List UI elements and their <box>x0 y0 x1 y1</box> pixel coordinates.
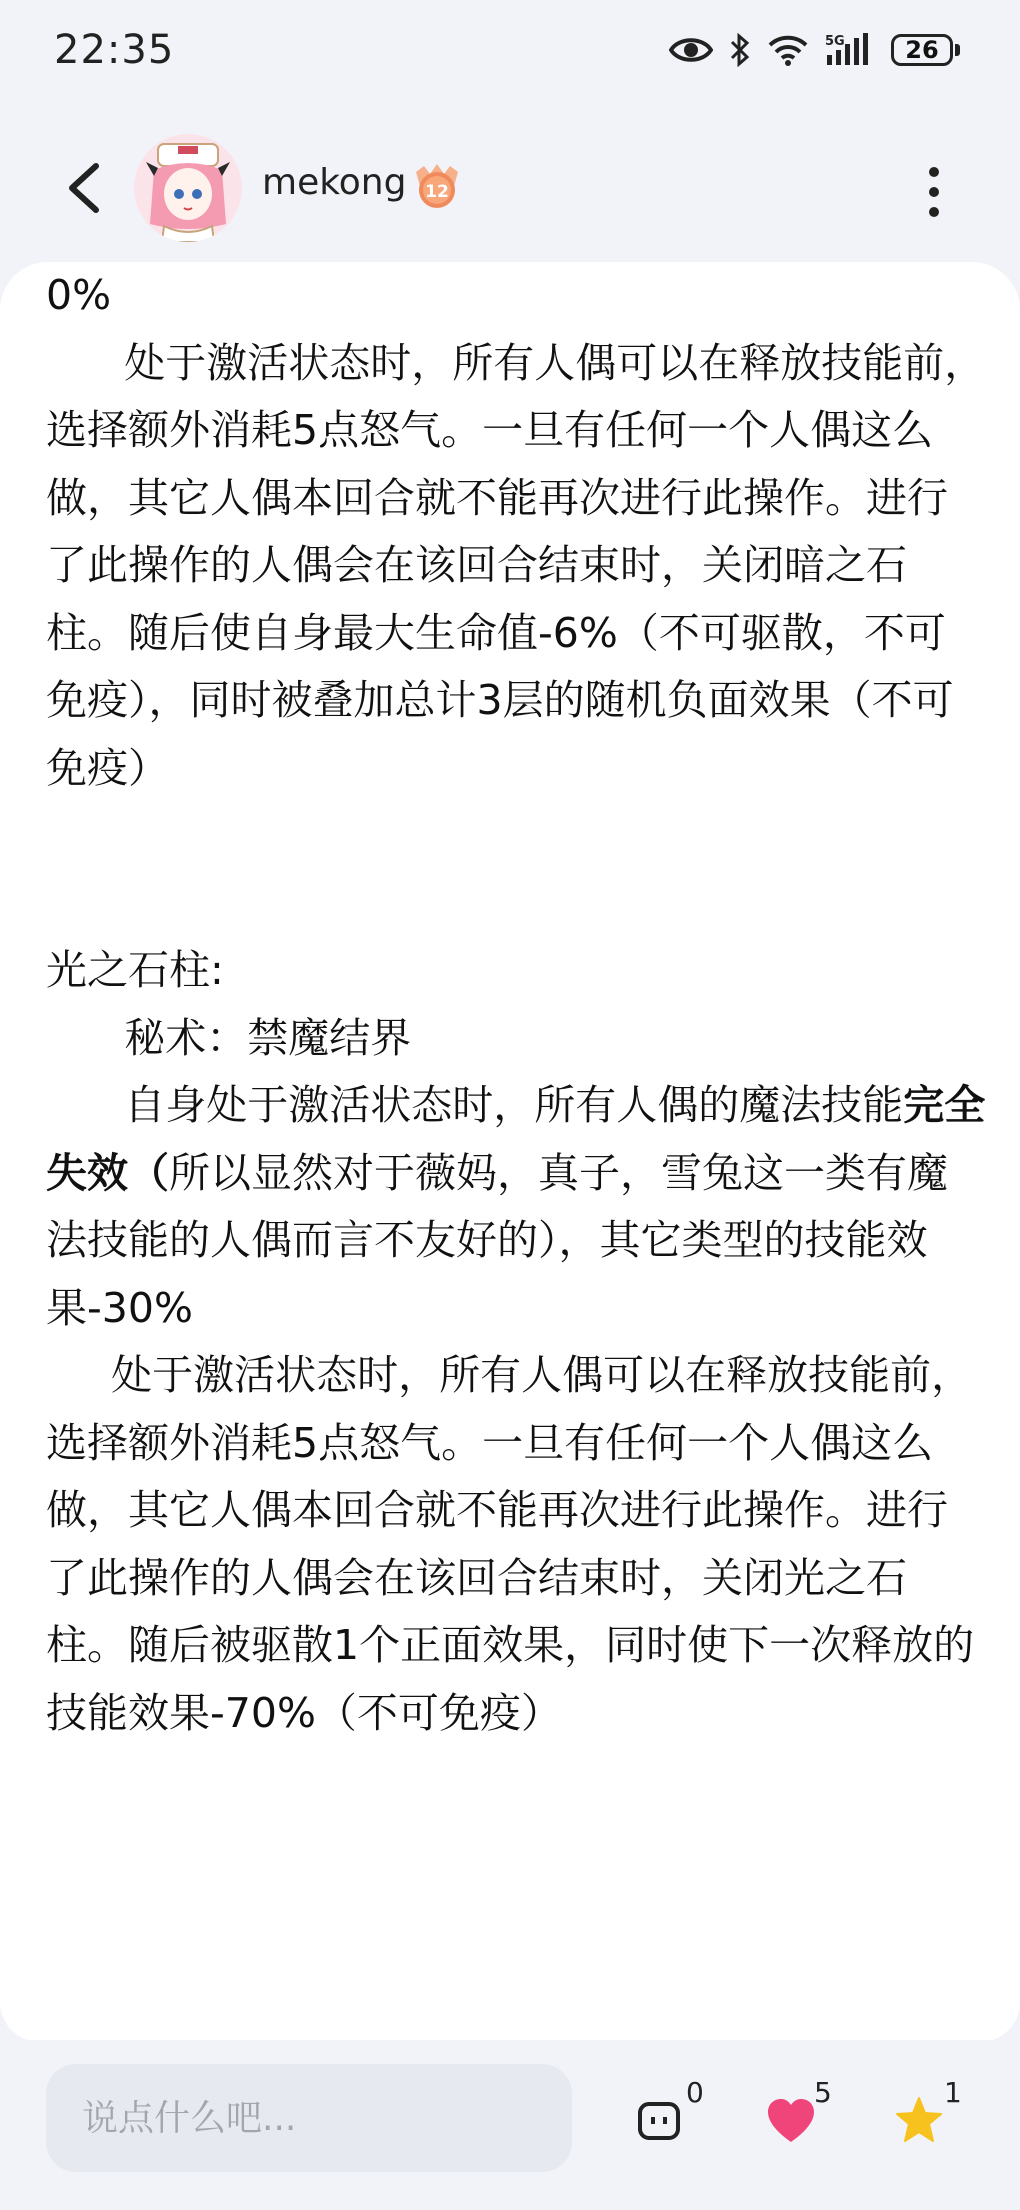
bottom-bar <box>0 2040 1020 2210</box>
more-options-button[interactable] <box>918 164 950 220</box>
battery-icon <box>891 34 960 66</box>
username[interactable]: mekong <box>262 162 407 203</box>
favorite-count: 1 <box>944 2076 962 2109</box>
section-title-light-pillar: 光之石柱: <box>46 946 224 994</box>
status-time: 22:35 <box>54 27 175 73</box>
svg-text:12: 12 <box>425 182 449 202</box>
paragraph-light-pillar-rule: 处于激活状态时，所有人偶可以在释放技能前，选择额外消耗5点怒气。一旦有任何一个人偶这么做，其它人偶本回合就不能再次进行此操作。进行了此操作的人偶会在该回合结束时，关闭光之石柱。随后被驱散1个正面效果，同时使下一次释放的技能效果-70%（不可免疫） <box>46 1351 975 1737</box>
5g-signal-icon <box>825 33 875 67</box>
wifi-icon <box>767 34 809 66</box>
back-button[interactable] <box>60 158 110 218</box>
paragraph-0: 0% <box>46 271 112 319</box>
status-bar <box>0 0 1020 100</box>
post-card <box>0 262 1020 2042</box>
comment-icon <box>636 2098 682 2144</box>
post-content <box>46 262 986 1747</box>
battery-level: 26 <box>891 34 953 66</box>
like-button[interactable] <box>766 2076 836 2152</box>
avatar-image <box>134 134 242 242</box>
status-icons <box>669 33 960 67</box>
star-icon <box>894 2096 944 2144</box>
comment-button[interactable] <box>636 2076 704 2152</box>
eye-icon <box>669 35 713 65</box>
comment-input[interactable] <box>46 2064 572 2172</box>
paragraph-magic-disable <box>46 1072 986 1342</box>
paragraph-1: 处于激活状态时，所有人偶可以在释放技能前，选择额外消耗5点怒气。一旦有任何一个人偶这么做，其它人偶本回合就不能再次进行此操作。进行了此操作的人偶会在该回合结束时，关闭暗之石柱。随后使自身最大生命值-6%（不可驱散，不可免疫），同时被叠加总计3层的随机负面效果（不可免疫） <box>46 338 986 792</box>
like-count: 5 <box>814 2076 832 2109</box>
level-badge-icon <box>410 162 464 212</box>
heart-icon <box>766 2098 816 2144</box>
favorite-button[interactable] <box>894 2076 964 2152</box>
comment-count: 0 <box>686 2076 704 2109</box>
paragraph-secret-art: 秘术：禁魔结界 <box>46 1013 412 1062</box>
post-header <box>0 110 1020 265</box>
svg-text:5G: 5G <box>825 34 845 49</box>
blank-line <box>46 802 986 870</box>
magic-disable-lead: 自身处于激活状态时，所有人偶的魔法技能 <box>46 1081 904 1129</box>
avatar[interactable] <box>134 134 242 242</box>
bluetooth-icon <box>729 33 751 67</box>
magic-disable-rest: 所以显然对于薇妈，真子，雪兔这一类有魔法技能的人偶而言不友好的），其它类型的技能效果-30% <box>46 1148 948 1332</box>
bold-phrase: 完全失效（ <box>46 1081 986 1197</box>
battery-tip <box>955 44 960 56</box>
blank-line <box>46 870 986 938</box>
